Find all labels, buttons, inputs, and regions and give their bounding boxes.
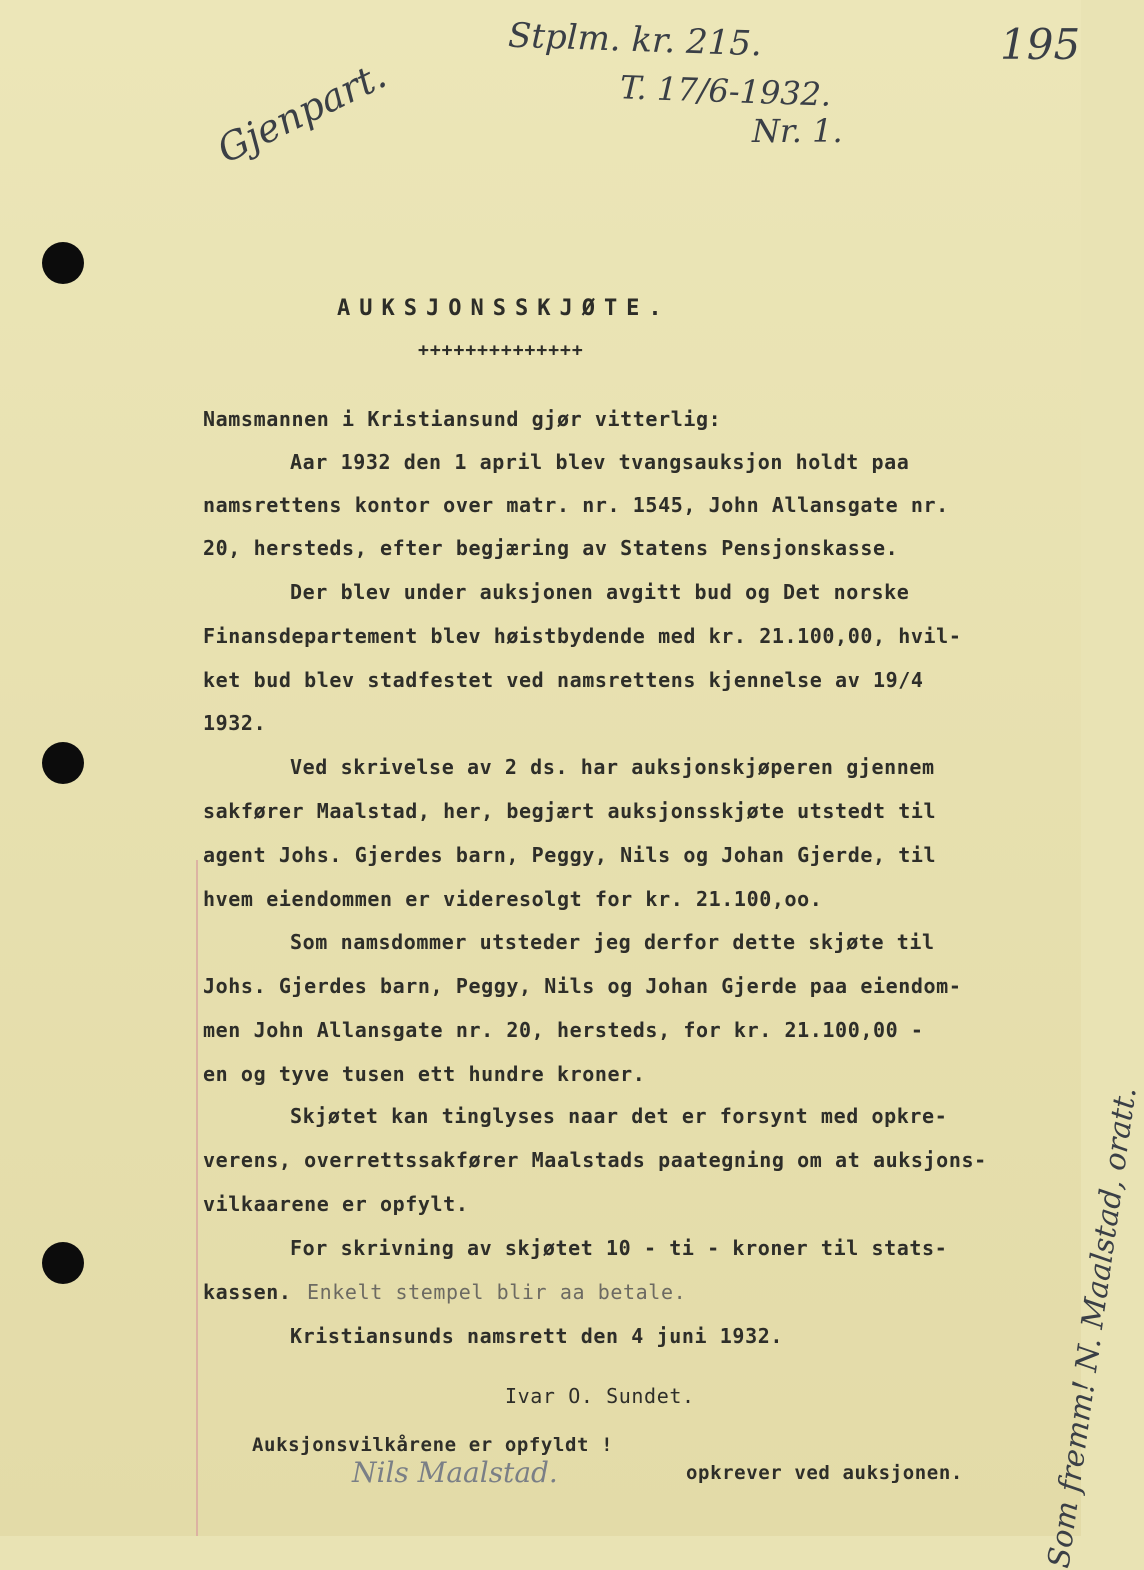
addendum-role: opkrever ved auksjonen.: [686, 1462, 963, 1484]
body-line: For skrivning av skjøtet 10 - ti - kroner til stats-: [290, 1236, 948, 1260]
body-line: Finansdepartement blev høistbydende med kr. 21.100,00, hvil-: [203, 624, 962, 648]
signature: Ivar O. Sundet.: [505, 1384, 695, 1408]
reference-note: Stplm. kr. 215.: [507, 15, 763, 65]
punch-hole-middle: [42, 742, 84, 784]
body-line: kassen.: [203, 1280, 292, 1304]
body-line: Johs. Gjerdes barn, Peggy, Nils og Johan Gjerde paa eiendom-: [203, 974, 962, 998]
punch-hole-bottom: [42, 1242, 84, 1284]
number-note: Nr. 1.: [752, 112, 843, 150]
body-line: 20, hersteds, efter begjæring av Statens Pensjonskasse.: [203, 536, 899, 560]
corner-note: Gjenpart.: [210, 52, 393, 172]
document-title: AUKSJONSSKJØTE.: [337, 296, 671, 321]
body-line: vilkaarene er opfylt.: [203, 1192, 469, 1216]
stamp-note: Enkelt stempel blir aa betale.: [307, 1280, 687, 1304]
body-line: ket bud blev stadfestet ved namsrettens kjennelse av 19/4: [203, 668, 924, 692]
body-line: Ved skrivelse av 2 ds. har auksjonskjøperen gjennem: [290, 755, 935, 779]
body-line: Skjøtet kan tinglyses naar det er forsynt med opkre-: [290, 1104, 948, 1128]
body-line: 1932.: [203, 711, 267, 735]
title-separator: ++++++++++++++: [418, 340, 584, 361]
body-line: men John Allansgate nr. 20, hersteds, for kr. 21.100,00 -: [203, 1018, 924, 1042]
page-number: 195: [1000, 20, 1081, 69]
body-line: Namsmannen i Kristiansund gjør vitterlig:: [203, 407, 722, 431]
addendum: Auksjonsvilkårene er opfyldt !: [252, 1434, 614, 1456]
body-line: Der blev under auksjonen avgitt bud og Det norske: [290, 580, 910, 604]
body-line: sakfører Maalstad, her, begjært auksjonsskjøte utstedt til: [203, 799, 937, 823]
body-line: en og tyve tusen ett hundre kroner.: [203, 1062, 646, 1086]
margin-rule: [196, 860, 198, 1536]
body-line: Som namsdommer utsteder jeg derfor dette skjøte til: [290, 930, 935, 954]
addendum-signature: Nils Maalstad.: [352, 1456, 558, 1489]
body-line: verens, overrettssakfører Maalstads paategning om at auksjons-: [203, 1148, 987, 1172]
margin-note: Som fremm! N. Maalstad, oratt.: [1041, 1084, 1144, 1570]
body-line: agent Johs. Gjerdes barn, Peggy, Nils og Johan Gjerde, til: [203, 843, 937, 867]
place-date: Kristiansunds namsrett den 4 juni 1932.: [290, 1324, 783, 1348]
date-note: T. 17/6-1932.: [619, 68, 832, 114]
punch-hole-top: [42, 242, 84, 284]
body-line: Aar 1932 den 1 april blev tvangsauksjon holdt paa: [290, 450, 910, 474]
body-line: namsrettens kontor over matr. nr. 1545, John Allansgate nr.: [203, 493, 949, 517]
body-line: hvem eiendommen er videresolgt for kr. 21.100,oo.: [203, 887, 823, 911]
